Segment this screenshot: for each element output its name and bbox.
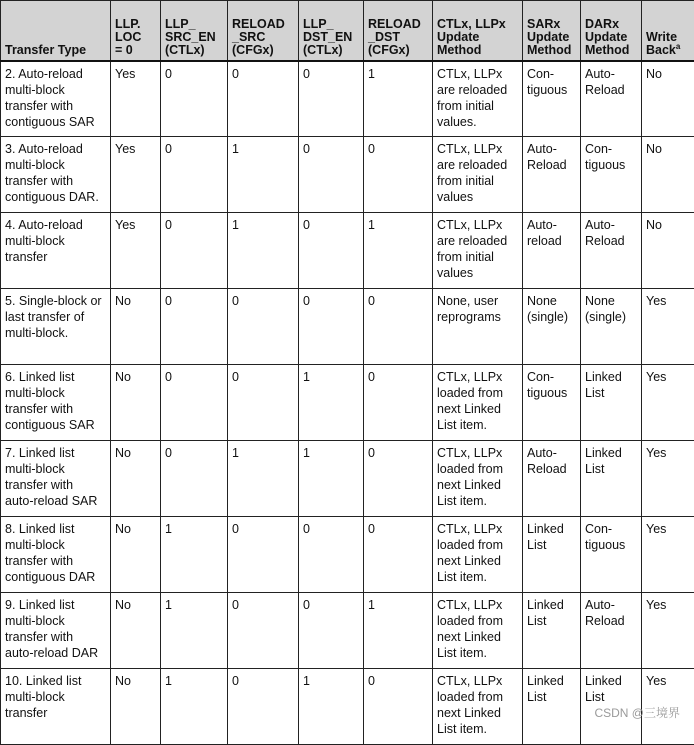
header-reload-dst: RELOAD _DST (CFGx) [364, 1, 433, 61]
cell-llp-loc: Yes [111, 137, 161, 213]
cell-llp-dst-en: 0 [299, 213, 364, 289]
cell-llp-loc: Yes [111, 61, 161, 137]
cell-darx-update: Auto- Reload [581, 61, 642, 137]
cell-write-back: Yes [642, 593, 694, 669]
cell-ctlx-llpx-update: CTLx, LLPx loaded from next Linked List item. [433, 365, 523, 441]
cell-sarx-update: Linked List [523, 517, 581, 593]
cell-reload-src: 1 [228, 137, 299, 213]
cell-reload-dst: 0 [364, 669, 433, 745]
table-row [1, 365, 694, 441]
cell-llp-dst-en: 0 [299, 517, 364, 593]
cell-llp-loc: No [111, 365, 161, 441]
cell-reload-dst: 0 [364, 517, 433, 593]
header-llp-src-en: LLP_ SRC_EN (CTLx) [161, 1, 228, 61]
cell-transfer-type: 4. Auto-reload multi-block transfer [1, 213, 111, 289]
cell-darx-update: Linked List [581, 669, 642, 745]
cell-reload-src: 0 [228, 365, 299, 441]
header-write-back: Write Back$^a$ [642, 1, 694, 61]
cell-reload-src: 0 [228, 669, 299, 745]
cell-write-back: No [642, 61, 694, 137]
cell-llp-loc: No [111, 441, 161, 517]
cell-sarx-update: Con- tiguous [523, 365, 581, 441]
cell-reload-dst: 0 [364, 289, 433, 365]
table-row [1, 137, 694, 213]
cell-transfer-type: 10. Linked list multi-block transfer [1, 669, 111, 745]
cell-darx-update: Auto- Reload [581, 213, 642, 289]
cell-write-back: Yes [642, 365, 694, 441]
cell-llp-dst-en: 1 [299, 669, 364, 745]
table-row [1, 593, 694, 669]
cell-llp-dst-en: 0 [299, 593, 364, 669]
header-reload-src: RELOAD _SRC (CFGx) [228, 1, 299, 61]
cell-llp-loc: No [111, 669, 161, 745]
cell-darx-update: Linked List [581, 365, 642, 441]
cell-reload-src: 0 [228, 61, 299, 137]
cell-reload-dst: 0 [364, 441, 433, 517]
header-ctlx-llpx-update: CTLx, LLPx Update Method [433, 1, 523, 61]
cell-llp-src-en: 0 [161, 213, 228, 289]
cell-write-back: Yes [642, 441, 694, 517]
cell-sarx-update: Auto- Reload [523, 441, 581, 517]
cell-transfer-type: 8. Linked list multi-block transfer with contiguous DAR [1, 517, 111, 593]
cell-ctlx-llpx-update: CTLx, LLPx are reloaded from initial values. [433, 61, 523, 137]
cell-transfer-type: 7. Linked list multi-block transfer with auto-reload SAR [1, 441, 111, 517]
cell-darx-update: Linked List [581, 441, 642, 517]
cell-llp-src-en: 1 [161, 669, 228, 745]
header-sarx-update: SARx Update Method [523, 1, 581, 61]
cell-reload-dst: 1 [364, 61, 433, 137]
cell-write-back: Yes [642, 669, 694, 745]
cell-llp-src-en: 0 [161, 441, 228, 517]
footnote-marker: a [676, 41, 680, 50]
table-row [1, 61, 694, 137]
cell-llp-src-en: 0 [161, 289, 228, 365]
cell-llp-src-en: 1 [161, 593, 228, 669]
table-row [1, 669, 694, 745]
cell-llp-dst-en: 1 [299, 441, 364, 517]
table-row [1, 441, 694, 517]
cell-reload-dst: 1 [364, 593, 433, 669]
cell-transfer-type: 3. Auto-reload multi-block transfer with contiguous DAR. [1, 137, 111, 213]
cell-sarx-update: Auto- Reload [523, 137, 581, 213]
cell-reload-dst: 1 [364, 213, 433, 289]
cell-sarx-update: Auto- reload [523, 213, 581, 289]
cell-reload-src: 0 [228, 517, 299, 593]
cell-write-back: Yes [642, 517, 694, 593]
cell-write-back: No [642, 137, 694, 213]
cell-transfer-type: 6. Linked list multi-block transfer with contiguous SAR [1, 365, 111, 441]
header-llp-dst-en: LLP_ DST_EN (CTLx) [299, 1, 364, 61]
header-row [1, 1, 694, 61]
cell-ctlx-llpx-update: CTLx, LLPx loaded from next Linked List item. [433, 669, 523, 745]
cell-transfer-type: 2. Auto-reload multi-block transfer with contiguous SAR [1, 61, 111, 137]
cell-darx-update: Con- tiguous [581, 517, 642, 593]
cell-reload-dst: 0 [364, 137, 433, 213]
header-transfer-type: Transfer Type [1, 1, 111, 61]
cell-reload-src: 1 [228, 441, 299, 517]
cell-sarx-update: Con- tiguous [523, 61, 581, 137]
cell-darx-update: Con- tiguous [581, 137, 642, 213]
table-row [1, 517, 694, 593]
cell-sarx-update: None (single) [523, 289, 581, 365]
cell-darx-update: Auto- Reload [581, 593, 642, 669]
cell-llp-loc: Yes [111, 213, 161, 289]
cell-llp-dst-en: 0 [299, 289, 364, 365]
cell-ctlx-llpx-update: CTLx, LLPx loaded from next Linked List item. [433, 593, 523, 669]
cell-llp-src-en: 1 [161, 517, 228, 593]
cell-llp-dst-en: 1 [299, 365, 364, 441]
cell-ctlx-llpx-update: CTLx, LLPx loaded from next Linked List item. [433, 441, 523, 517]
table-row [1, 213, 694, 289]
cell-llp-loc: No [111, 593, 161, 669]
watermark: CSDN @三境界 [594, 704, 680, 721]
cell-transfer-type: 5. Single-block or last transfer of multi-block. [1, 289, 111, 365]
header-darx-update: DARx Update Method [581, 1, 642, 61]
cell-llp-src-en: 0 [161, 365, 228, 441]
cell-llp-loc: No [111, 289, 161, 365]
cell-reload-src: 1 [228, 213, 299, 289]
cell-ctlx-llpx-update: CTLx, LLPx are reloaded from initial values [433, 137, 523, 213]
cell-write-back: Yes [642, 289, 694, 365]
cell-ctlx-llpx-update: CTLx, LLPx loaded from next Linked List item. [433, 517, 523, 593]
cell-reload-src: 0 [228, 593, 299, 669]
cell-llp-loc: No [111, 517, 161, 593]
cell-ctlx-llpx-update: CTLx, LLPx are reloaded from initial values [433, 213, 523, 289]
cell-ctlx-llpx-update: None, user reprograms [433, 289, 523, 365]
cell-reload-dst: 0 [364, 365, 433, 441]
cell-write-back: No [642, 213, 694, 289]
header-llp-loc: LLP. LOC = 0 [111, 1, 161, 61]
cell-sarx-update: Linked List [523, 593, 581, 669]
cell-sarx-update: Linked List [523, 669, 581, 745]
cell-llp-dst-en: 0 [299, 137, 364, 213]
table-row [1, 289, 694, 365]
cell-llp-dst-en: 0 [299, 61, 364, 137]
cell-reload-src: 0 [228, 289, 299, 365]
cell-llp-src-en: 0 [161, 137, 228, 213]
cell-llp-src-en: 0 [161, 61, 228, 137]
cell-transfer-type: 9. Linked list multi-block transfer with auto-reload DAR [1, 593, 111, 669]
cell-darx-update: None (single) [581, 289, 642, 365]
